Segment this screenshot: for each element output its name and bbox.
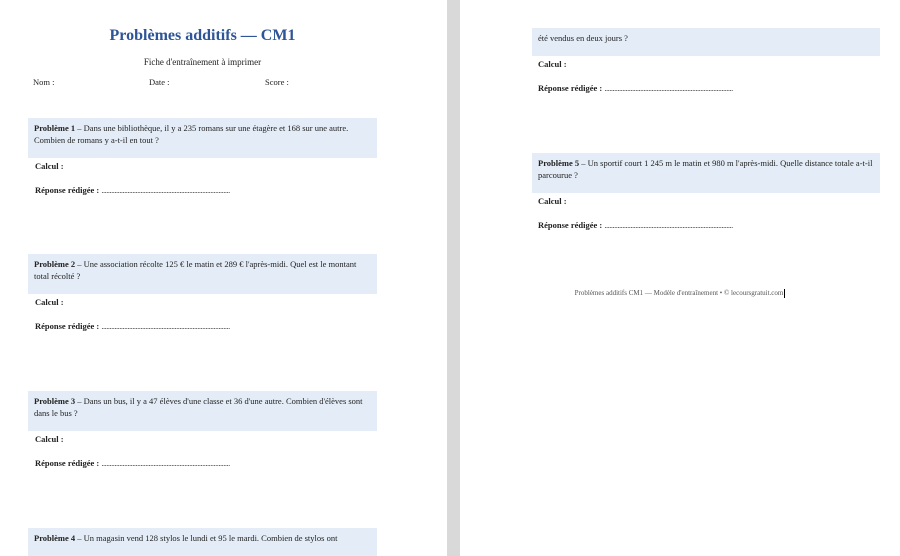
problem-box-2 (28, 254, 377, 294)
answer-dotted-line: ............................................................................... (101, 458, 230, 468)
date-field-label: Date : (149, 77, 170, 87)
calcul-label: Calcul : (538, 196, 567, 206)
answer-dotted-line: ............................................................................... (101, 185, 230, 195)
problem-label: Problème 3 (34, 396, 76, 406)
problem-text: Une association récolte 125 € le matin et 289 € l'après-midi. Quel est le montant total récolté ? (34, 259, 357, 281)
text-cursor (784, 289, 785, 298)
page-title: Problèmes additifs — CM1 (109, 27, 296, 44)
answer-dotted-line: ............................................................................... (101, 321, 230, 331)
document-page-2[interactable] (460, 0, 900, 556)
calcul-label: Calcul : (35, 161, 64, 171)
document-page-1[interactable] (0, 0, 447, 556)
problem-text: été vendus en deux jours ? (538, 33, 628, 43)
problem-separator: – (75, 259, 84, 269)
problem-box-5 (532, 153, 880, 193)
problem-label: Problème 1 (34, 123, 76, 133)
answer-dotted-line: ............................................................................... (604, 83, 733, 93)
problem-text: Un magasin vend 128 stylos le lundi et 95 le mardi. Combien de stylos ont (83, 533, 338, 543)
reponse-label: Réponse rédigée : (35, 321, 100, 331)
score-field-label: Score : (265, 77, 289, 87)
problem-text: Un sportif court 1 245 m le matin et 980 m l'après-midi. Quelle distance totale a-t-il parcourue ? (538, 158, 873, 180)
problem-separator: – (579, 158, 588, 168)
reponse-label: Réponse rédigée : (538, 220, 603, 230)
page-footer (460, 289, 900, 298)
reponse-line (538, 83, 733, 93)
reponse-label: Réponse rédigée : (35, 458, 100, 468)
problem-separator: – (75, 123, 84, 133)
footer-text: Problèmes additifs CM1 — Modèle d'entraînement • © lecoursgratuit.com (574, 289, 784, 298)
calcul-label: Calcul : (35, 297, 64, 307)
problem-label: Problème 2 (34, 259, 76, 269)
problem-label: Problème 5 (538, 158, 580, 168)
problem-text: Dans un bus, il y a 47 élèves d'une classe et 36 d'une autre. Combien d'élèves sont dans le bus ? (34, 396, 363, 418)
page-subtitle: Fiche d'entraînement à imprimer (143, 57, 262, 67)
problem-label: Problème 4 (34, 533, 76, 543)
problem-separator: – (75, 533, 84, 543)
reponse-line (538, 220, 733, 230)
page-gutter (447, 0, 460, 556)
problem-separator: – (75, 396, 84, 406)
problem-box-4 (28, 528, 377, 556)
reponse-line (35, 321, 230, 331)
reponse-line (35, 458, 230, 468)
calcul-label: Calcul : (35, 434, 64, 444)
reponse-line (35, 185, 230, 195)
answer-dotted-line: ............................................................................... (604, 220, 733, 230)
problem-box-3 (28, 391, 377, 431)
nom-field-label: Nom : (33, 77, 55, 87)
problem-box-1 (28, 118, 377, 158)
problem-text: Dans une bibliothèque, il y a 235 romans sur une étagère et 168 sur une autre. Combien de romans y a-t-il en tout ? (34, 123, 349, 145)
calcul-label: Calcul : (538, 59, 567, 69)
reponse-label: Réponse rédigée : (35, 185, 100, 195)
reponse-label: Réponse rédigée : (538, 83, 603, 93)
problem-box-4-continued (532, 28, 880, 56)
